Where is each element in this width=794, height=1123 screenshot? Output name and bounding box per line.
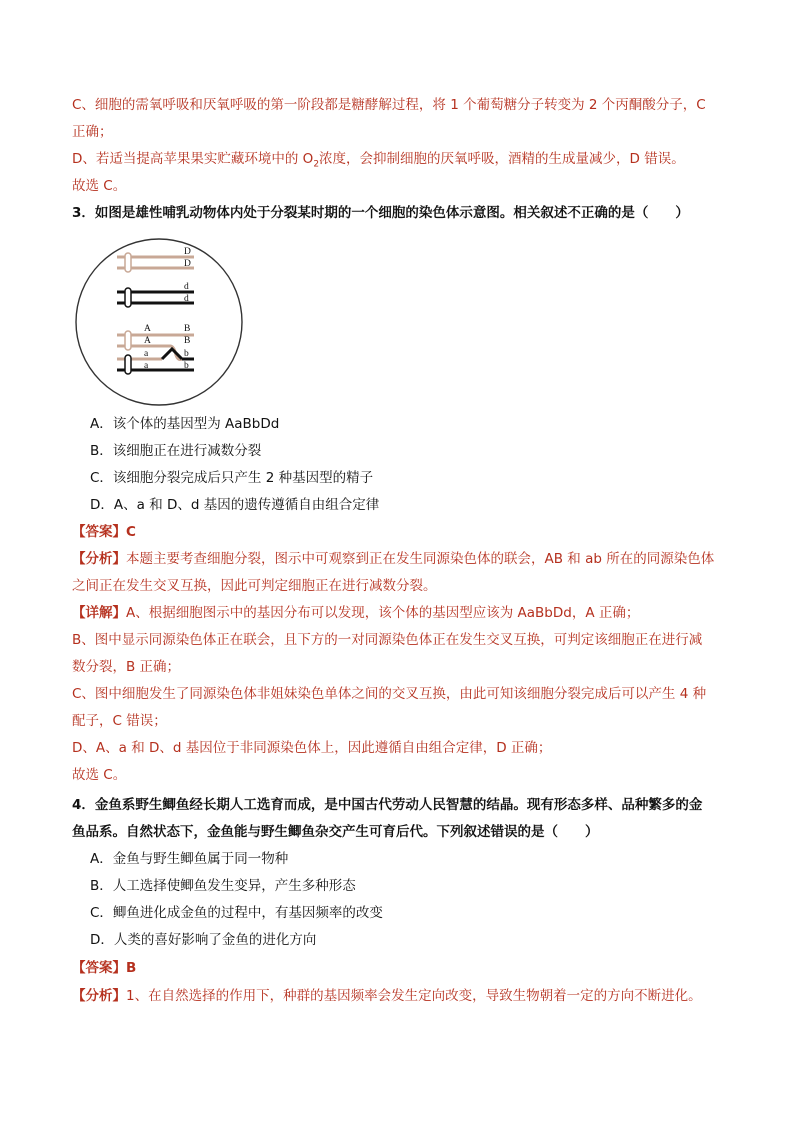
prev-option-d-post: 浓度，会抑制细胞的厌氧呼吸，酒精的生成量减少，D 错误。 xyxy=(319,151,685,167)
q4-option-b[interactable]: B．人工选择使鲫鱼发生变异，产生多种形态 xyxy=(90,878,356,894)
q4-option-c[interactable]: C．鲫鱼进化成金鱼的过程中，有基因频率的改变 xyxy=(90,905,383,921)
prev-option-c-line1: C、细胞的需氧呼吸和厌氧呼吸的第一阶段都是糖酵解过程，将 1 个葡萄糖分子转变为 2 个丙酮酸分子，C xyxy=(72,97,706,113)
gene-label-b1: b xyxy=(184,349,189,359)
q4-option-a[interactable]: A．金鱼与野生鲫鱼属于同一物种 xyxy=(90,851,289,867)
q3-answer-value: C xyxy=(126,524,136,540)
q3-detail-line2: B、图中显示同源染色体正在联会，且下方的一对同源染色体正在发生交叉互换，可判定该细胞正在进行减 xyxy=(72,632,703,648)
q4-stem-line2: 鱼品系。自然状态下，金鱼能与野生鲫鱼杂交产生可育后代。下列叙述错误的是（ ） xyxy=(72,824,599,840)
q3-option-a[interactable]: A．该个体的基因型为 AaBbDd xyxy=(90,416,280,432)
q4-option-d[interactable]: D．人类的喜好影响了金鱼的进化方向 xyxy=(90,932,317,948)
q3-option-d[interactable]: D．A、a 和 D、d 基因的遗传遵循自由组合定律 xyxy=(90,497,380,513)
q3-detail-line4: C、图中细胞发生了同源染色体非姐妹染色单体之间的交叉互换，由此可知该细胞分裂完成后可以产生 4 种 xyxy=(72,686,707,702)
gene-label-B2: B xyxy=(184,336,191,346)
gene-label-a2: a xyxy=(144,361,149,371)
q4-stem-line1: 4．金鱼系野生鲫鱼经长期人工选育而成，是中国古代劳动人民智慧的结晶。现有形态多样、品种繁多的金 xyxy=(72,797,703,813)
gene-label-A2: A xyxy=(144,336,151,346)
q4-answer-value: B xyxy=(126,960,137,976)
q3-detail-line1 xyxy=(72,603,732,623)
q3-option-b[interactable]: B．该细胞正在进行减数分裂 xyxy=(90,443,262,459)
gene-label-A1: A xyxy=(144,324,151,334)
q4-analysis-tag: 【分析】 xyxy=(72,988,126,1004)
q3-analysis-line1 xyxy=(72,549,732,569)
prev-option-c-line2: 正确； xyxy=(72,124,113,140)
q3-detail-text1: A、根据细胞图示中的基因分布可以发现，该个体的基因型应该为 AaBbDd，A 正确； xyxy=(126,605,640,621)
q3-detail-line5: 配子，C 错误； xyxy=(72,713,167,729)
gene-label-d1: d xyxy=(184,282,189,292)
prev-option-d xyxy=(72,149,732,175)
chromosome-diagram xyxy=(72,237,247,407)
q3-analysis-text1: 本题主要考查细胞分裂，图示中可观察到正在发生同源染色体的联会，AB 和 ab 所在的同源染色体 xyxy=(126,551,715,567)
gene-label-B1: B xyxy=(184,324,191,334)
q3-analysis-tag: 【分析】 xyxy=(72,551,126,567)
prev-option-d-pre: D、若适当提高苹果果实贮藏环境中的 O xyxy=(72,151,314,167)
q3-answer-tag: 【答案】 xyxy=(72,524,126,540)
q4-analysis-line1 xyxy=(72,986,732,1006)
gene-label-a1: a xyxy=(144,349,149,359)
q3-detail-line6: D、A、a 和 D、d 基因位于非同源染色体上，因此遵循自由组合定律，D 正确； xyxy=(72,740,552,756)
q3-answer xyxy=(72,522,732,542)
gene-label-D1: D xyxy=(184,247,191,257)
gene-label-b2: b xyxy=(184,361,189,371)
gene-label-d2: d xyxy=(184,294,189,304)
q3-choose: 故选 C。 xyxy=(72,767,127,783)
q3-stem: 3．如图是雄性哺乳动物体内处于分裂某时期的一个细胞的染色体示意图。相关叙述不正确的是（ ） xyxy=(72,205,689,221)
gene-label-D2: D xyxy=(184,259,191,269)
q4-answer xyxy=(72,958,732,978)
q4-analysis-text1: 1、在自然选择的作用下，种群的基因频率会发生定向改变，导致生物朝着一定的方向不断进化。 xyxy=(126,988,702,1004)
prev-option-d-sub: 2 xyxy=(313,159,320,170)
q3-detail-line3: 数分裂，B 正确； xyxy=(72,659,181,675)
q3-detail-tag: 【详解】 xyxy=(72,605,126,621)
q3-option-c[interactable]: C．该细胞分裂完成后只产生 2 种基因型的精子 xyxy=(90,470,374,486)
prev-choose: 故选 C。 xyxy=(72,178,127,194)
q3-analysis-line2: 之间正在发生交叉互换，因此可判定细胞正在进行减数分裂。 xyxy=(72,578,437,594)
q4-answer-tag: 【答案】 xyxy=(72,960,126,976)
